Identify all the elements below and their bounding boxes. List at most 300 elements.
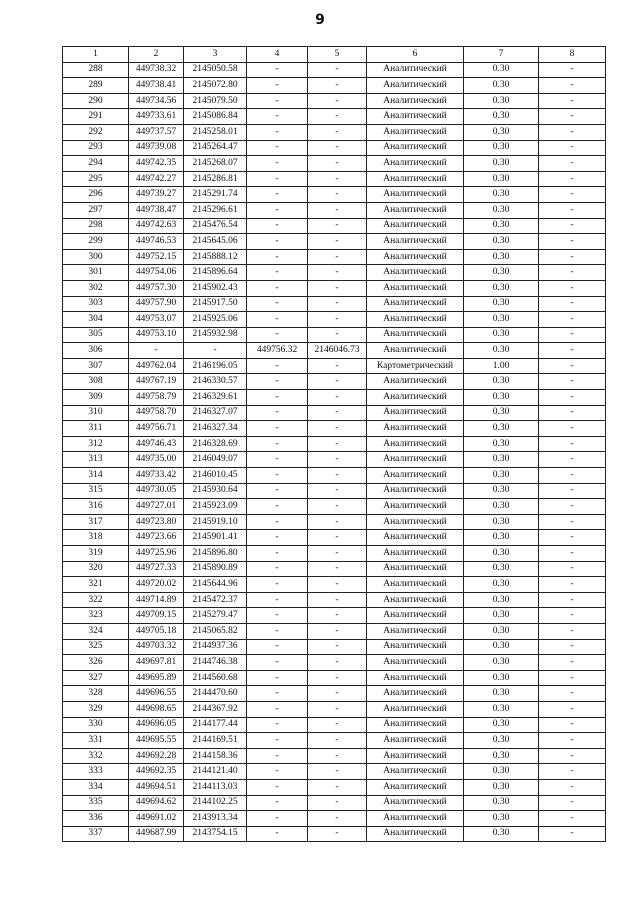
table-cell: 327 <box>63 670 129 686</box>
table-cell: 316 <box>63 499 129 515</box>
table-cell: 449733.61 <box>129 109 184 125</box>
table-cell: - <box>247 639 308 655</box>
table-cell: - <box>247 218 308 234</box>
table-cell: 449738.41 <box>129 78 184 94</box>
table-cell: 449692.35 <box>129 764 184 780</box>
table-cell: 0.30 <box>464 124 539 140</box>
table-cell: 0.30 <box>464 296 539 312</box>
table-cell: 295 <box>63 171 129 187</box>
table-cell: - <box>308 499 367 515</box>
table-cell: - <box>247 187 308 203</box>
table-cell: 449742.27 <box>129 171 184 187</box>
table-cell: Аналитический <box>367 623 464 639</box>
table-cell: - <box>308 577 367 593</box>
table-cell: - <box>247 405 308 421</box>
table-cell: 2145925.06 <box>184 312 247 328</box>
table-cell: 0.30 <box>464 717 539 733</box>
table-row <box>63 546 606 562</box>
table-cell: - <box>308 358 367 374</box>
table-cell: 449756.32 <box>247 343 308 359</box>
table-cell: - <box>308 405 367 421</box>
table-cell: 0.30 <box>464 608 539 624</box>
table-cell: 308 <box>63 374 129 390</box>
table-cell: 2145917.50 <box>184 296 247 312</box>
table-cell: 449714.89 <box>129 592 184 608</box>
table-cell: 449733.42 <box>129 468 184 484</box>
table-cell: - <box>539 436 606 452</box>
table-cell: - <box>308 62 367 78</box>
table-cell: 449739.08 <box>129 140 184 156</box>
table-cell: - <box>308 826 367 842</box>
table-cell: 449762.04 <box>129 358 184 374</box>
table-row <box>63 514 606 530</box>
table-cell: 0.30 <box>464 156 539 172</box>
table-cell: Аналитический <box>367 343 464 359</box>
table-cell: 449735.00 <box>129 452 184 468</box>
table-cell: 315 <box>63 483 129 499</box>
table-cell: - <box>247 499 308 515</box>
table-cell: 0.30 <box>464 577 539 593</box>
table-cell: 294 <box>63 156 129 172</box>
table-cell: - <box>247 592 308 608</box>
table-cell: 2146329.61 <box>184 390 247 406</box>
table-cell: - <box>247 546 308 562</box>
table-cell: - <box>308 374 367 390</box>
table-cell: 449734.56 <box>129 93 184 109</box>
table-cell: 449758.79 <box>129 390 184 406</box>
table-row <box>63 499 606 515</box>
table-cell: 0.30 <box>464 327 539 343</box>
table-cell: Аналитический <box>367 218 464 234</box>
table-cell: Аналитический <box>367 483 464 499</box>
table-cell: - <box>308 78 367 94</box>
table-row <box>63 795 606 811</box>
table-row <box>63 187 606 203</box>
table-cell: - <box>308 436 367 452</box>
table-cell: 0.30 <box>464 686 539 702</box>
table-cell: 0.30 <box>464 826 539 842</box>
table-cell: 304 <box>63 312 129 328</box>
table-cell: 0.30 <box>464 452 539 468</box>
table-cell: 449696.55 <box>129 686 184 702</box>
header-row <box>63 47 606 63</box>
table-cell: - <box>308 265 367 281</box>
table-cell: 303 <box>63 296 129 312</box>
table-cell: Аналитический <box>367 764 464 780</box>
table-cell: 0.30 <box>464 468 539 484</box>
table-cell: 2143913.34 <box>184 811 247 827</box>
table-cell: 449757.30 <box>129 280 184 296</box>
table-cell: - <box>539 343 606 359</box>
table-cell: - <box>308 546 367 562</box>
table-cell: 0.30 <box>464 312 539 328</box>
table-cell: 449687.99 <box>129 826 184 842</box>
table-row <box>63 405 606 421</box>
table-cell: 305 <box>63 327 129 343</box>
table-cell: 320 <box>63 561 129 577</box>
table-cell: 307 <box>63 358 129 374</box>
table-cell: 288 <box>63 62 129 78</box>
table-row <box>63 530 606 546</box>
table-cell: 332 <box>63 748 129 764</box>
table-row <box>63 452 606 468</box>
page-number: 9 <box>315 12 325 28</box>
table-cell: Аналитический <box>367 701 464 717</box>
table-cell: - <box>539 499 606 515</box>
table-cell: 0.30 <box>464 280 539 296</box>
table-cell: - <box>539 764 606 780</box>
table-cell: - <box>308 623 367 639</box>
table-cell: Аналитический <box>367 78 464 94</box>
table-cell: 297 <box>63 202 129 218</box>
table-cell: 0.30 <box>464 405 539 421</box>
table-cell: 326 <box>63 655 129 671</box>
table-cell: - <box>247 733 308 749</box>
table-cell: - <box>247 202 308 218</box>
table-cell: - <box>539 93 606 109</box>
table-row <box>63 764 606 780</box>
table-cell: Аналитический <box>367 312 464 328</box>
table-cell: - <box>308 187 367 203</box>
table-cell: 309 <box>63 390 129 406</box>
table-cell: 0.30 <box>464 733 539 749</box>
table-cell: 328 <box>63 686 129 702</box>
table-cell: 449737.57 <box>129 124 184 140</box>
table-cell: 2144121.40 <box>184 764 247 780</box>
table-cell: - <box>308 156 367 172</box>
header-cell: 5 <box>308 47 367 63</box>
table-cell: 2144470.60 <box>184 686 247 702</box>
table-cell: 0.30 <box>464 421 539 437</box>
table-cell: - <box>308 171 367 187</box>
table-cell: 449738.47 <box>129 202 184 218</box>
table-cell: 293 <box>63 140 129 156</box>
table-cell: 449753.07 <box>129 312 184 328</box>
table-cell: 0.30 <box>464 499 539 515</box>
table-cell: - <box>539 717 606 733</box>
header-cell: 2 <box>129 47 184 63</box>
table-cell: - <box>247 421 308 437</box>
table-cell: - <box>247 779 308 795</box>
table-cell: - <box>539 748 606 764</box>
table-cell: - <box>247 623 308 639</box>
table-cell: 306 <box>63 343 129 359</box>
table-cell: 0.30 <box>464 171 539 187</box>
table-cell: 449720.02 <box>129 577 184 593</box>
table-row <box>63 140 606 156</box>
table-cell: 311 <box>63 421 129 437</box>
table-cell: - <box>129 343 184 359</box>
table-cell: - <box>539 795 606 811</box>
table-row <box>63 280 606 296</box>
table-cell: 2145932.98 <box>184 327 247 343</box>
table-cell: Аналитический <box>367 733 464 749</box>
table-cell: - <box>539 811 606 827</box>
table-cell: Аналитический <box>367 592 464 608</box>
table-cell: - <box>308 280 367 296</box>
table-cell: - <box>308 327 367 343</box>
table-cell: - <box>247 717 308 733</box>
table-cell: 449692.28 <box>129 748 184 764</box>
table-cell: 0.30 <box>464 234 539 250</box>
table-cell: 2145264.47 <box>184 140 247 156</box>
table-cell: - <box>308 312 367 328</box>
table-cell: Аналитический <box>367 795 464 811</box>
table-cell: Аналитический <box>367 280 464 296</box>
table-cell: 318 <box>63 530 129 546</box>
table-cell: - <box>539 202 606 218</box>
table-cell: - <box>308 468 367 484</box>
table-row <box>63 171 606 187</box>
table-row <box>63 639 606 655</box>
table-cell: - <box>247 811 308 827</box>
table-cell: 0.30 <box>464 187 539 203</box>
table-cell: 2146010.45 <box>184 468 247 484</box>
table-cell: - <box>247 436 308 452</box>
table-cell: - <box>308 109 367 125</box>
table-cell: - <box>247 93 308 109</box>
table-row <box>63 156 606 172</box>
table-cell: - <box>308 795 367 811</box>
table-row <box>63 686 606 702</box>
table-cell: - <box>308 670 367 686</box>
table-row <box>63 234 606 250</box>
table-cell: - <box>308 140 367 156</box>
table-cell: 449698.65 <box>129 701 184 717</box>
table-cell: 2145296.61 <box>184 202 247 218</box>
coordinates-table <box>62 46 606 842</box>
table-row <box>63 78 606 94</box>
table-cell: Картометрический <box>367 358 464 374</box>
table-cell: 2145258.01 <box>184 124 247 140</box>
table-cell: - <box>308 811 367 827</box>
table-cell: - <box>539 390 606 406</box>
table-cell: 449754.06 <box>129 265 184 281</box>
table-cell: 0.30 <box>464 811 539 827</box>
table-cell: - <box>247 452 308 468</box>
table-cell: 2145072.80 <box>184 78 247 94</box>
table-header <box>63 47 606 63</box>
table-cell: Аналитический <box>367 561 464 577</box>
table-cell: 2145286.81 <box>184 171 247 187</box>
table-cell: 449697.81 <box>129 655 184 671</box>
table-cell: - <box>539 421 606 437</box>
table-cell: Аналитический <box>367 811 464 827</box>
header-cell: 7 <box>464 47 539 63</box>
table-cell: - <box>539 140 606 156</box>
table-row <box>63 748 606 764</box>
table-cell: - <box>247 374 308 390</box>
table-cell: Аналитический <box>367 779 464 795</box>
header-cell: 3 <box>184 47 247 63</box>
table-row <box>63 561 606 577</box>
table-cell: 0.30 <box>464 764 539 780</box>
table-cell: - <box>247 655 308 671</box>
table-cell: Аналитический <box>367 468 464 484</box>
table-cell: - <box>247 124 308 140</box>
table-body <box>63 62 606 842</box>
table-cell: 0.30 <box>464 670 539 686</box>
table-cell: 2145644.96 <box>184 577 247 593</box>
table-cell: - <box>539 78 606 94</box>
table-cell: 302 <box>63 280 129 296</box>
table-cell: 313 <box>63 452 129 468</box>
table-cell: Аналитический <box>367 546 464 562</box>
table-cell: 323 <box>63 608 129 624</box>
table-cell: - <box>539 608 606 624</box>
table-cell: 325 <box>63 639 129 655</box>
table-cell: - <box>247 156 308 172</box>
table-cell: - <box>247 608 308 624</box>
table-cell: - <box>308 483 367 499</box>
table-cell: 0.30 <box>464 218 539 234</box>
table-row <box>63 483 606 499</box>
table-row <box>63 826 606 842</box>
table-cell: - <box>247 701 308 717</box>
table-row <box>63 670 606 686</box>
table-cell: - <box>308 93 367 109</box>
table-cell: - <box>308 124 367 140</box>
header-cell: 1 <box>63 47 129 63</box>
table-cell: - <box>539 779 606 795</box>
table-cell: 2146196.05 <box>184 358 247 374</box>
table-cell: 449730.05 <box>129 483 184 499</box>
table-row <box>63 109 606 125</box>
table-cell: - <box>539 468 606 484</box>
table-cell: - <box>247 312 308 328</box>
table-cell: - <box>247 62 308 78</box>
table-cell: Аналитический <box>367 421 464 437</box>
table-cell: 2146327.34 <box>184 421 247 437</box>
table-cell: 290 <box>63 93 129 109</box>
table-row <box>63 249 606 265</box>
table-cell: 296 <box>63 187 129 203</box>
table-cell: - <box>539 686 606 702</box>
table-cell: 449723.66 <box>129 530 184 546</box>
table-cell: Аналитический <box>367 748 464 764</box>
table-cell: 2145268.07 <box>184 156 247 172</box>
table-cell: - <box>247 468 308 484</box>
table-cell: 0.30 <box>464 140 539 156</box>
table-cell: - <box>539 577 606 593</box>
table-cell: 449696.05 <box>129 717 184 733</box>
table-cell: - <box>539 296 606 312</box>
table-cell: 2145291.74 <box>184 187 247 203</box>
table-cell: 0.30 <box>464 623 539 639</box>
table-cell: - <box>539 62 606 78</box>
table-cell: - <box>184 343 247 359</box>
table-cell: - <box>539 124 606 140</box>
table-cell: - <box>539 405 606 421</box>
table-cell: 2145050.58 <box>184 62 247 78</box>
table-cell: 2145896.64 <box>184 265 247 281</box>
table-cell: 2146327.07 <box>184 405 247 421</box>
table-row <box>63 358 606 374</box>
table-cell: 449695.89 <box>129 670 184 686</box>
table-cell: Аналитический <box>367 436 464 452</box>
table-cell: - <box>247 249 308 265</box>
table-cell: - <box>539 514 606 530</box>
table-cell: - <box>539 327 606 343</box>
table-cell: - <box>308 748 367 764</box>
table-cell: - <box>247 826 308 842</box>
table-row <box>63 701 606 717</box>
table-cell: - <box>308 249 367 265</box>
table-cell: 314 <box>63 468 129 484</box>
table-cell: 449758.70 <box>129 405 184 421</box>
table-cell: 2145888.12 <box>184 249 247 265</box>
table-cell: 0.30 <box>464 592 539 608</box>
table-cell: 329 <box>63 701 129 717</box>
table-cell: 2145902.43 <box>184 280 247 296</box>
table-cell: 317 <box>63 514 129 530</box>
table-cell: - <box>539 623 606 639</box>
table-cell: 0.30 <box>464 795 539 811</box>
table-cell: 298 <box>63 218 129 234</box>
table-cell: - <box>308 592 367 608</box>
table-cell: 2145476.54 <box>184 218 247 234</box>
table-cell: 0.30 <box>464 748 539 764</box>
table-row <box>63 202 606 218</box>
table-cell: Аналитический <box>367 639 464 655</box>
table-cell: 0.30 <box>464 93 539 109</box>
table-row <box>63 717 606 733</box>
table-row <box>63 811 606 827</box>
table-cell: 2145890.89 <box>184 561 247 577</box>
table-row <box>63 592 606 608</box>
table-cell: Аналитический <box>367 655 464 671</box>
table-cell: - <box>539 374 606 390</box>
table-cell: 331 <box>63 733 129 749</box>
table-cell: - <box>247 577 308 593</box>
table-cell: Аналитический <box>367 249 464 265</box>
header-cell: 4 <box>247 47 308 63</box>
table-cell: 312 <box>63 436 129 452</box>
table-cell: 0.30 <box>464 249 539 265</box>
table-cell: 449738.32 <box>129 62 184 78</box>
header-cell: 6 <box>367 47 464 63</box>
table-cell: 2146330.57 <box>184 374 247 390</box>
table-row <box>63 296 606 312</box>
table-cell: - <box>247 234 308 250</box>
table-cell: - <box>247 327 308 343</box>
table-cell: - <box>539 546 606 562</box>
table-cell: Аналитический <box>367 156 464 172</box>
table-cell: 0.30 <box>464 779 539 795</box>
table-cell: - <box>247 358 308 374</box>
table-cell: Аналитический <box>367 296 464 312</box>
table-cell: 336 <box>63 811 129 827</box>
table-cell: 0.30 <box>464 374 539 390</box>
table-cell: 0.30 <box>464 62 539 78</box>
table-cell: 2144158.36 <box>184 748 247 764</box>
table-cell: - <box>247 171 308 187</box>
table-cell: 2144102.25 <box>184 795 247 811</box>
table-cell: - <box>308 639 367 655</box>
table-cell: - <box>247 764 308 780</box>
table-cell: 2145079.50 <box>184 93 247 109</box>
table-cell: Аналитический <box>367 514 464 530</box>
table-cell: 449756.71 <box>129 421 184 437</box>
table-row <box>63 62 606 78</box>
table-cell: - <box>247 514 308 530</box>
table-cell: - <box>308 779 367 795</box>
table-cell: - <box>539 530 606 546</box>
table-row <box>63 265 606 281</box>
table-cell: Аналитический <box>367 187 464 203</box>
table-cell: Аналитический <box>367 390 464 406</box>
table-cell: - <box>247 265 308 281</box>
